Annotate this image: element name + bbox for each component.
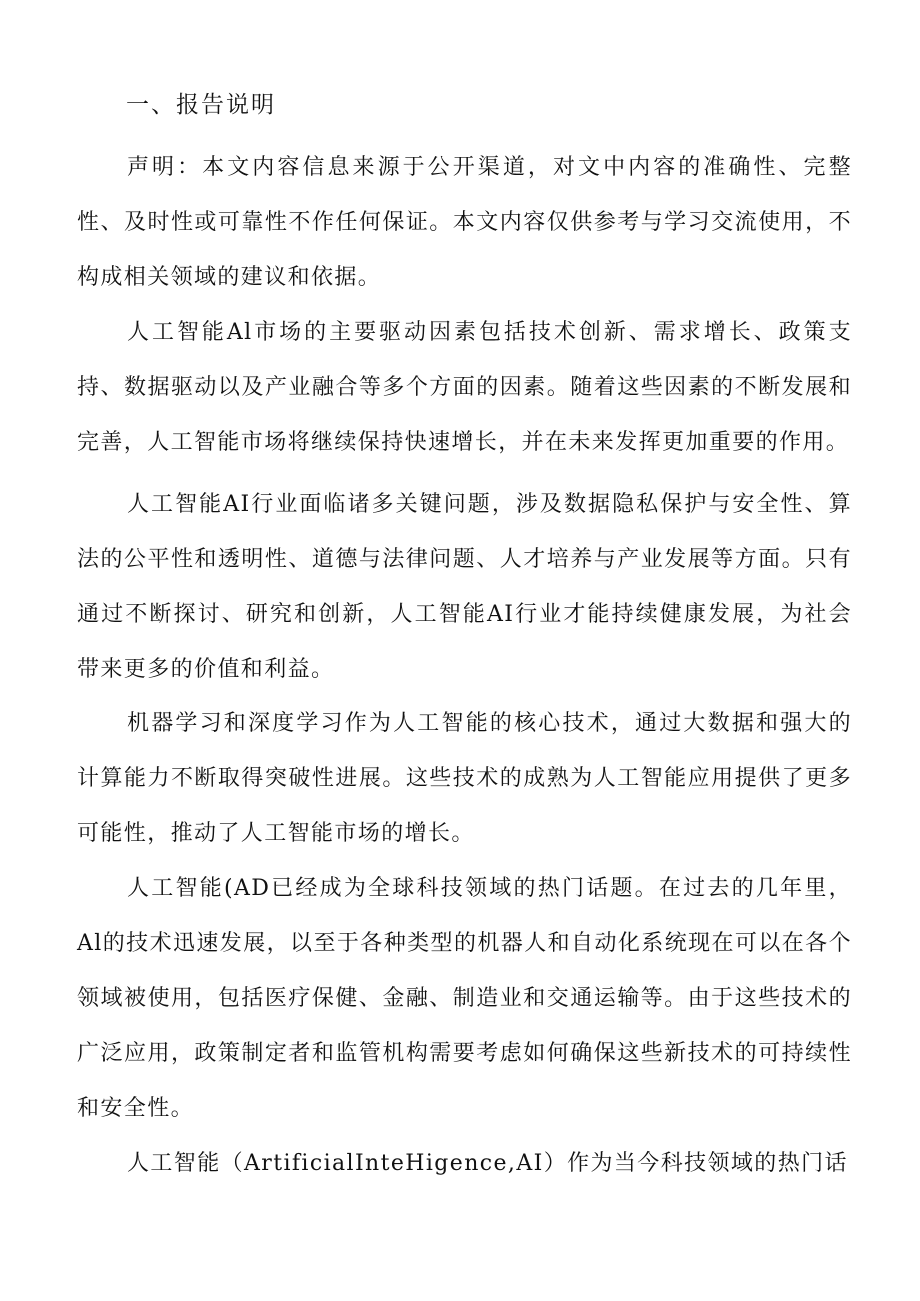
section-heading: 一、报告说明 [126, 92, 276, 118]
paragraph-key-issues: 人工智能AI行业面临诸多关键问题，涉及数据隐私保护与安全性、算法的公平性和透明性、道德与法律问题、人才培养与产业发展等方面。只有通过不断探讨、研究和创新，人工智能AI行业才能持续健康发展，为社会带来更多的价值和利益。 [77, 492, 852, 682]
paragraph-core-technology: 机器学习和深度学习作为人工智能的核心技术，通过大数据和强大的计算能力不断取得突破性进展。这些技术的成熟为人工智能应用提供了更多可能性，推动了人工智能市场的增长。 [77, 711, 852, 846]
paragraph-disclaimer: 声明：本文内容信息来源于公开渠道，对文中内容的准确性、完整性、及时性或可靠性不作任何保证。本文内容仅供参考与学习交流使用，不构成相关领域的建议和依据。 [77, 155, 852, 290]
paragraph-market-drivers: 人工智能Al市场的主要驱动因素包括技术创新、需求增长、政策支持、数据驱动以及产业融合等多个方面的因素。随着这些因素的不断发展和完善，人工智能市场将继续保持快速增长，并在未来发挥更加重要的作用。 [77, 320, 852, 455]
paragraph-ai-definition: 人工智能（ArtificialInteHigence,AI）作为当今科技领域的热门话 [127, 1151, 848, 1176]
paragraph-global-topic: 人工智能(AD已经成为全球科技领域的热门话题。在过去的几年里，Al的技术迅速发展，以至于各种类型的机器人和自动化系统现在可以在各个领域被使用，包括医疗保健、金融、制造业和交通运输等。由于这些技术的广泛应用，政策制定者和监管机构需要考虑如何确保这些新技术的可持续性和安全性。 [77, 876, 852, 1121]
